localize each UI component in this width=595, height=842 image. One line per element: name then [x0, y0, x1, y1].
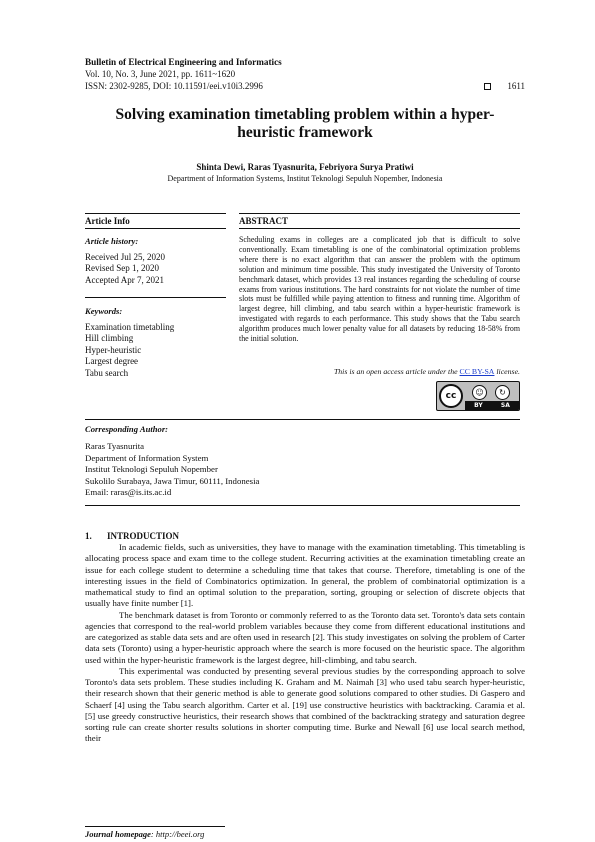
section-heading [85, 531, 179, 542]
keyword: Hyper-heuristic [85, 344, 142, 355]
license-link[interactable]: CC BY-SA [459, 367, 495, 376]
journal-volume: Vol. 10, No. 3, June 2021, pp. 1611~1620 [85, 69, 236, 79]
history-received: Received Jul 25, 2020 [85, 252, 165, 262]
keyword: Largest degree [85, 356, 139, 367]
journal-name: Bulletin of Electrical Engineering and Informatics [85, 57, 282, 67]
divider [239, 228, 520, 229]
corresponding-address: Sukolilo Surabaya, Jawa Timur, 60111, Indonesia [85, 475, 260, 486]
journal-issn-doi: ISSN: 2302-9285, DOI: 10.11591/eei.v10i3.2996 [85, 81, 263, 91]
page-number: 1611 [507, 81, 525, 91]
journal-header [85, 56, 525, 92]
cc-sa-label: SA [500, 402, 510, 409]
keyword: Tabu search [85, 367, 129, 378]
corresponding-email[interactable]: Email: raras@is.its.ac.id [85, 487, 172, 497]
divider [85, 213, 226, 214]
abstract-text: Scheduling exams in colleges are a complicated job that is difficult to solve conventionally. Exam timetabling is one of the combinatorial optimization problems where there is no exact algorithm that can answer the problem with the optimum solution and minimum time possible. This study investigated the University of Toronto benchmark dataset, which provides 13 real instances regarding the scheduling of course exams from various institutions. The hard constraints for not violate the number of time slots must be fulfilled while paying attention to fitness and running time. Algorithm of largest degree, hill climbing, and tabu search within a hyper-heuristic framework is investigated with regards to each performance. This study shows that the Tabu search algorithm produces much lower penalty value for all datasets by reducing 18-58% from the initial solution. [239, 235, 520, 344]
license-prefix: This is an open access article under the [333, 367, 458, 376]
section-title: INTRODUCTION [107, 531, 180, 541]
keyword: Examination timetabling [85, 322, 175, 332]
title-line-2: heuristic framework [237, 124, 373, 141]
cc-by-label: BY [474, 402, 483, 409]
section-body [85, 542, 525, 745]
license-suffix: license. [496, 367, 520, 376]
paragraph: The benchmark dataset is from Toronto or commonly referred to as the Toronto data set. Toronto's data sets contain agencies that correspond to the real-world problem variables because they come from different educational institutions and are categorized as stable data sets and are often used in research [2]. This study investigates on solving the problem of Carter data sets (Toronto) using a hyper-heuristic approach where the search is more focused on the heuristic space. The algorithm used within the hyper-heuristic framework is the largest degree, hill-climbing, and tabu search. [85, 609, 525, 665]
keywords-list [85, 322, 174, 379]
article-info-label: Article Info [85, 216, 130, 226]
license-statement [239, 367, 520, 377]
divider [85, 228, 226, 229]
paper-title [85, 106, 525, 142]
cc-icon: cc [439, 384, 463, 408]
square-icon [484, 83, 491, 90]
corresponding-author-details [85, 441, 385, 499]
footer-label: Journal homepage [85, 829, 151, 839]
corresponding-institute: Institut Teknologi Sepuluh Nopember [85, 464, 218, 474]
paragraph: In academic fields, such as universities, they have to manage with the examination timetabling. This timetabling is allocating process space and exam time to the college student. Recurring activities at the examination timetabling create an issue for each college student to determine a scheduling time that takes that course. Therefore, timetabling is one of the interesting issues in the field of Combinatorics optimization. In general, the problem of combinatorial optimization is a mathematical study to find an optimal solution to the preparation, sorting, grouping or selection of discrete objects that usually have finite number [1]. [85, 542, 525, 609]
article-history-label: Article history: [85, 236, 139, 246]
divider [85, 419, 520, 420]
article-history [85, 252, 165, 286]
journal-homepage-link[interactable]: http://beei.org [155, 829, 205, 839]
corresponding-name: Raras Tyasnurita [85, 441, 145, 451]
share-alike-icon: ↻ [495, 385, 510, 400]
attribution-icon: ☺ [472, 385, 487, 400]
keywords-label: Keywords: [85, 306, 123, 316]
abstract-label: ABSTRACT [239, 216, 289, 226]
section-number: 1. [85, 531, 92, 541]
history-revised: Revised Sep 1, 2020 [85, 263, 159, 274]
cc-badge-bar [465, 401, 519, 410]
footer: Journal homepage: http://beei.org [85, 829, 205, 839]
corresponding-department: Department of Information System [85, 452, 209, 463]
divider [239, 213, 520, 214]
cc-by-sa-badge[interactable] [436, 381, 520, 411]
paragraph: This experimental was conducted by presenting several previous studies by the corresponding approach to solve Toronto's data sets problem. These studies including K. Graham and M. Naimah [3] who used tabu search hyper-heuristic, their research shown that their generic method is able to generate good solutions compared to other studies. Di Gaspero and Schaerf [4] using the Tabu search algorithm. Carter et al. [19] use constructive heuristics with backtracking. Caramia et al. [5] use greedy constructive heuristics, their research shows that combined of the backtracking strategy and saturation degree sorting rule can create shorter results solutions in shorter computing time. Burke and Newall [6] use local search method, their [85, 665, 525, 744]
keyword: Hill climbing [85, 333, 134, 344]
footer-divider [85, 826, 225, 827]
affiliation: Department of Information Systems, Institut Teknologi Sepuluh Nopember, Indonesia [167, 174, 443, 183]
corresponding-author-label: Corresponding Author: [85, 424, 169, 434]
divider [85, 505, 520, 506]
title-line-1: Solving examination timetabling problem within a hyper- [115, 106, 495, 123]
divider [85, 297, 226, 298]
history-accepted: Accepted Apr 7, 2021 [85, 274, 164, 285]
authors: Shinta Dewi, Raras Tyasnurita, Febriyora Surya Pratiwi [196, 162, 414, 172]
